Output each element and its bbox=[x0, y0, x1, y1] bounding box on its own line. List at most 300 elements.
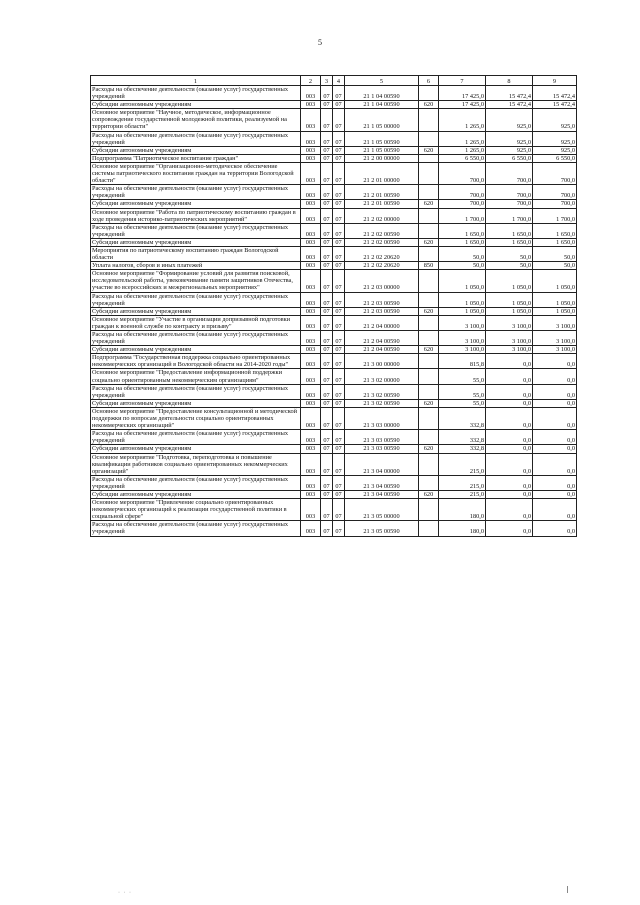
target-article-cell: 21 2 03 00590 bbox=[345, 292, 419, 307]
amount-year3-cell: 925,0 bbox=[533, 131, 577, 146]
header-cell: 9 bbox=[533, 76, 577, 86]
amount-year1-cell: 1 050,0 bbox=[439, 292, 486, 307]
subsection-cell: 07 bbox=[333, 109, 345, 131]
expense-type-cell bbox=[419, 315, 439, 330]
expense-type-cell bbox=[419, 331, 439, 346]
gov-code-cell: 003 bbox=[301, 262, 321, 270]
amount-year1-cell: 1 650,0 bbox=[439, 223, 486, 238]
budget-table bbox=[90, 75, 577, 537]
row-name-cell: Расходы на обеспечение деятельности (оказание услуг) государственных учреждений bbox=[91, 223, 301, 238]
row-name-cell: Субсидии автономным учреждениям bbox=[91, 490, 301, 498]
expense-type-cell bbox=[419, 154, 439, 162]
target-article-cell: 21 2 02 00590 bbox=[345, 223, 419, 238]
gov-code-cell: 003 bbox=[301, 453, 321, 475]
amount-year1-cell: 332,8 bbox=[439, 445, 486, 453]
table-row bbox=[91, 399, 577, 407]
amount-year3-cell: 0,0 bbox=[533, 453, 577, 475]
target-article-cell: 21 2 01 00000 bbox=[345, 162, 419, 184]
table-row bbox=[91, 331, 577, 346]
amount-year2-cell: 0,0 bbox=[486, 445, 533, 453]
gov-code-cell: 003 bbox=[301, 407, 321, 429]
amount-year1-cell: 55,0 bbox=[439, 384, 486, 399]
row-name-cell: Расходы на обеспечение деятельности (оказание услуг) государственных учреждений bbox=[91, 475, 301, 490]
gov-code-cell: 003 bbox=[301, 131, 321, 146]
section-cell: 07 bbox=[321, 131, 333, 146]
amount-year1-cell: 180,0 bbox=[439, 499, 486, 521]
amount-year1-cell: 1 050,0 bbox=[439, 270, 486, 292]
section-cell: 07 bbox=[321, 407, 333, 429]
target-article-cell: 21 2 02 00590 bbox=[345, 238, 419, 246]
row-name-cell: Расходы на обеспечение деятельности (оказание услуг) государственных учреждений bbox=[91, 384, 301, 399]
amount-year3-cell: 700,0 bbox=[533, 185, 577, 200]
amount-year3-cell: 0,0 bbox=[533, 354, 577, 369]
target-article-cell: 21 2 00 00000 bbox=[345, 154, 419, 162]
section-cell: 07 bbox=[321, 154, 333, 162]
expense-type-cell bbox=[419, 407, 439, 429]
section-cell: 07 bbox=[321, 399, 333, 407]
row-name-cell: Субсидии автономным учреждениям bbox=[91, 445, 301, 453]
amount-year2-cell: 15 472,4 bbox=[486, 86, 533, 101]
subsection-cell: 07 bbox=[333, 499, 345, 521]
table-row bbox=[91, 369, 577, 384]
amount-year2-cell: 50,0 bbox=[486, 262, 533, 270]
table-row bbox=[91, 154, 577, 162]
subsection-cell: 07 bbox=[333, 399, 345, 407]
amount-year3-cell: 1 700,0 bbox=[533, 208, 577, 223]
subsection-cell: 07 bbox=[333, 185, 345, 200]
gov-code-cell: 003 bbox=[301, 521, 321, 536]
table-row bbox=[91, 208, 577, 223]
amount-year2-cell: 700,0 bbox=[486, 200, 533, 208]
table-row bbox=[91, 270, 577, 292]
amount-year2-cell: 1 650,0 bbox=[486, 238, 533, 246]
amount-year3-cell: 15 472,4 bbox=[533, 101, 577, 109]
amount-year3-cell: 50,0 bbox=[533, 262, 577, 270]
amount-year2-cell: 1 050,0 bbox=[486, 270, 533, 292]
amount-year1-cell: 3 100,0 bbox=[439, 315, 486, 330]
amount-year1-cell: 332,8 bbox=[439, 407, 486, 429]
target-article-cell: 21 3 02 00000 bbox=[345, 369, 419, 384]
amount-year3-cell: 50,0 bbox=[533, 246, 577, 261]
expense-type-cell: 620 bbox=[419, 146, 439, 154]
amount-year2-cell: 700,0 bbox=[486, 162, 533, 184]
target-article-cell: 21 1 04 00590 bbox=[345, 86, 419, 101]
amount-year3-cell: 700,0 bbox=[533, 162, 577, 184]
gov-code-cell: 003 bbox=[301, 109, 321, 131]
section-cell: 07 bbox=[321, 101, 333, 109]
amount-year2-cell: 0,0 bbox=[486, 490, 533, 498]
expense-type-cell bbox=[419, 354, 439, 369]
target-article-cell: 21 2 01 00590 bbox=[345, 200, 419, 208]
amount-year1-cell: 1 265,0 bbox=[439, 109, 486, 131]
gov-code-cell: 003 bbox=[301, 307, 321, 315]
gov-code-cell: 003 bbox=[301, 270, 321, 292]
amount-year1-cell: 6 550,0 bbox=[439, 154, 486, 162]
gov-code-cell: 003 bbox=[301, 490, 321, 498]
header-cell: 1 bbox=[91, 76, 301, 86]
subsection-cell: 07 bbox=[333, 369, 345, 384]
header-cell: 4 bbox=[333, 76, 345, 86]
expense-type-cell bbox=[419, 208, 439, 223]
amount-year2-cell: 15 472,4 bbox=[486, 101, 533, 109]
target-article-cell: 21 2 03 00590 bbox=[345, 307, 419, 315]
table-row bbox=[91, 346, 577, 354]
gov-code-cell: 003 bbox=[301, 246, 321, 261]
section-cell: 07 bbox=[321, 185, 333, 200]
amount-year1-cell: 3 100,0 bbox=[439, 346, 486, 354]
expense-type-cell bbox=[419, 86, 439, 101]
section-cell: 07 bbox=[321, 315, 333, 330]
expense-type-cell bbox=[419, 223, 439, 238]
table-row bbox=[91, 86, 577, 101]
expense-type-cell bbox=[419, 369, 439, 384]
page-number: 5 bbox=[318, 38, 322, 47]
header-cell: 8 bbox=[486, 76, 533, 86]
amount-year2-cell: 1 700,0 bbox=[486, 208, 533, 223]
row-name-cell: Расходы на обеспечение деятельности (оказание услуг) государственных учреждений bbox=[91, 185, 301, 200]
expense-type-cell: 620 bbox=[419, 238, 439, 246]
subsection-cell: 07 bbox=[333, 521, 345, 536]
table-row bbox=[91, 407, 577, 429]
expense-type-cell bbox=[419, 109, 439, 131]
amount-year3-cell: 1 650,0 bbox=[533, 238, 577, 246]
amount-year3-cell: 1 050,0 bbox=[533, 270, 577, 292]
subsection-cell: 07 bbox=[333, 307, 345, 315]
target-article-cell: 21 2 04 00590 bbox=[345, 346, 419, 354]
gov-code-cell: 003 bbox=[301, 146, 321, 154]
amount-year1-cell: 1 265,0 bbox=[439, 131, 486, 146]
target-article-cell: 21 3 04 00000 bbox=[345, 453, 419, 475]
amount-year2-cell: 1 650,0 bbox=[486, 223, 533, 238]
amount-year3-cell: 0,0 bbox=[533, 407, 577, 429]
table-row bbox=[91, 262, 577, 270]
target-article-cell: 21 2 04 00000 bbox=[345, 315, 419, 330]
amount-year2-cell: 0,0 bbox=[486, 384, 533, 399]
gov-code-cell: 003 bbox=[301, 208, 321, 223]
section-cell: 07 bbox=[321, 246, 333, 261]
amount-year1-cell: 215,0 bbox=[439, 475, 486, 490]
target-article-cell: 21 1 05 00590 bbox=[345, 146, 419, 154]
expense-type-cell bbox=[419, 499, 439, 521]
gov-code-cell: 003 bbox=[301, 499, 321, 521]
expense-type-cell bbox=[419, 453, 439, 475]
gov-code-cell: 003 bbox=[301, 162, 321, 184]
row-name-cell: Субсидии автономным учреждениям bbox=[91, 307, 301, 315]
row-name-cell: Основное мероприятие "Научное, методическое, информационное сопровождение государственной молодежной политики, реализуемой на территории области" bbox=[91, 109, 301, 131]
table-row bbox=[91, 146, 577, 154]
target-article-cell: 21 1 05 00000 bbox=[345, 109, 419, 131]
gov-code-cell: 003 bbox=[301, 315, 321, 330]
expense-type-cell: 620 bbox=[419, 445, 439, 453]
subsection-cell: 07 bbox=[333, 453, 345, 475]
amount-year1-cell: 332,8 bbox=[439, 430, 486, 445]
table-row bbox=[91, 354, 577, 369]
table-row bbox=[91, 453, 577, 475]
subsection-cell: 07 bbox=[333, 223, 345, 238]
header-cell: 5 bbox=[345, 76, 419, 86]
subsection-cell: 07 bbox=[333, 407, 345, 429]
amount-year1-cell: 1 700,0 bbox=[439, 208, 486, 223]
target-article-cell: 21 2 02 20620 bbox=[345, 262, 419, 270]
amount-year2-cell: 0,0 bbox=[486, 521, 533, 536]
amount-year3-cell: 6 550,0 bbox=[533, 154, 577, 162]
target-article-cell: 21 3 02 00590 bbox=[345, 399, 419, 407]
amount-year1-cell: 17 425,0 bbox=[439, 86, 486, 101]
gov-code-cell: 003 bbox=[301, 430, 321, 445]
row-name-cell: Субсидии автономным учреждениям bbox=[91, 399, 301, 407]
section-cell: 07 bbox=[321, 521, 333, 536]
amount-year1-cell: 700,0 bbox=[439, 200, 486, 208]
subsection-cell: 07 bbox=[333, 270, 345, 292]
table-row bbox=[91, 475, 577, 490]
row-name-cell: Основное мероприятие "Предоставление консультационной и методической поддержки по вопросам деятельности социально ориентированных некоммерческих организаций" bbox=[91, 407, 301, 429]
expense-type-cell bbox=[419, 185, 439, 200]
amount-year3-cell: 0,0 bbox=[533, 384, 577, 399]
subsection-cell: 07 bbox=[333, 331, 345, 346]
subsection-cell: 07 bbox=[333, 445, 345, 453]
expense-type-cell bbox=[419, 521, 439, 536]
amount-year1-cell: 700,0 bbox=[439, 185, 486, 200]
amount-year3-cell: 1 050,0 bbox=[533, 292, 577, 307]
subsection-cell: 07 bbox=[333, 154, 345, 162]
subsection-cell: 07 bbox=[333, 292, 345, 307]
section-cell: 07 bbox=[321, 146, 333, 154]
header-cell: 3 bbox=[321, 76, 333, 86]
amount-year2-cell: 700,0 bbox=[486, 185, 533, 200]
section-cell: 07 bbox=[321, 445, 333, 453]
amount-year1-cell: 1 265,0 bbox=[439, 146, 486, 154]
table-row bbox=[91, 315, 577, 330]
scan-marks: · · · bbox=[118, 890, 132, 896]
target-article-cell: 21 2 01 00590 bbox=[345, 185, 419, 200]
table-row bbox=[91, 307, 577, 315]
subsection-cell: 07 bbox=[333, 346, 345, 354]
header-cell: 7 bbox=[439, 76, 486, 86]
amount-year3-cell: 0,0 bbox=[533, 499, 577, 521]
row-name-cell: Основное мероприятие "Формирование условий для развития поисковой, исследовательской работы, увековечивание памяти защитников Отечества, участие во всероссийских и межрегиональных мероприятиях" bbox=[91, 270, 301, 292]
amount-year1-cell: 3 100,0 bbox=[439, 331, 486, 346]
subsection-cell: 07 bbox=[333, 208, 345, 223]
table-row bbox=[91, 238, 577, 246]
section-cell: 07 bbox=[321, 109, 333, 131]
amount-year2-cell: 3 100,0 bbox=[486, 346, 533, 354]
row-name-cell: Основное мероприятие "Предоставление информационной поддержки социально ориентированным некоммерческим организациям" bbox=[91, 369, 301, 384]
subsection-cell: 07 bbox=[333, 131, 345, 146]
row-name-cell: Субсидии автономным учреждениям bbox=[91, 146, 301, 154]
target-article-cell: 21 3 04 00590 bbox=[345, 490, 419, 498]
subsection-cell: 07 bbox=[333, 101, 345, 109]
amount-year1-cell: 17 425,0 bbox=[439, 101, 486, 109]
amount-year3-cell: 3 100,0 bbox=[533, 346, 577, 354]
target-article-cell: 21 3 03 00590 bbox=[345, 430, 419, 445]
gov-code-cell: 003 bbox=[301, 384, 321, 399]
amount-year1-cell: 215,0 bbox=[439, 490, 486, 498]
row-name-cell: Основное мероприятие "Привлечение социально ориентированных некоммерческих организаций к реализации государственной политики в социальной сфере" bbox=[91, 499, 301, 521]
amount-year3-cell: 700,0 bbox=[533, 200, 577, 208]
row-name-cell: Расходы на обеспечение деятельности (оказание услуг) государственных учреждений bbox=[91, 86, 301, 101]
amount-year2-cell: 3 100,0 bbox=[486, 331, 533, 346]
gov-code-cell: 003 bbox=[301, 346, 321, 354]
section-cell: 07 bbox=[321, 369, 333, 384]
amount-year2-cell: 925,0 bbox=[486, 109, 533, 131]
row-name-cell: Основное мероприятие "Подготовка, переподготовка и повышение квалификации работников социально ориентированных некоммерческих организаций" bbox=[91, 453, 301, 475]
amount-year3-cell: 925,0 bbox=[533, 109, 577, 131]
subsection-cell: 07 bbox=[333, 162, 345, 184]
subsection-cell: 07 bbox=[333, 354, 345, 369]
table-row bbox=[91, 131, 577, 146]
amount-year3-cell: 0,0 bbox=[533, 445, 577, 453]
amount-year3-cell: 15 472,4 bbox=[533, 86, 577, 101]
row-name-cell: Субсидии автономным учреждениям bbox=[91, 101, 301, 109]
section-cell: 07 bbox=[321, 384, 333, 399]
section-cell: 07 bbox=[321, 346, 333, 354]
table-row bbox=[91, 162, 577, 184]
expense-type-cell bbox=[419, 162, 439, 184]
target-article-cell: 21 2 04 00590 bbox=[345, 331, 419, 346]
target-article-cell: 21 2 02 00000 bbox=[345, 208, 419, 223]
row-name-cell: Расходы на обеспечение деятельности (оказание услуг) государственных учреждений bbox=[91, 292, 301, 307]
amount-year1-cell: 50,0 bbox=[439, 262, 486, 270]
expense-type-cell: 620 bbox=[419, 307, 439, 315]
table-row bbox=[91, 292, 577, 307]
section-cell: 07 bbox=[321, 262, 333, 270]
amount-year2-cell: 0,0 bbox=[486, 354, 533, 369]
subsection-cell: 07 bbox=[333, 146, 345, 154]
amount-year1-cell: 55,0 bbox=[439, 399, 486, 407]
table-row bbox=[91, 430, 577, 445]
amount-year2-cell: 925,0 bbox=[486, 131, 533, 146]
amount-year1-cell: 700,0 bbox=[439, 162, 486, 184]
amount-year3-cell: 0,0 bbox=[533, 475, 577, 490]
amount-year1-cell: 50,0 bbox=[439, 246, 486, 261]
amount-year2-cell: 0,0 bbox=[486, 399, 533, 407]
section-cell: 07 bbox=[321, 208, 333, 223]
row-name-cell: Субсидии автономным учреждениям bbox=[91, 200, 301, 208]
amount-year3-cell: 0,0 bbox=[533, 490, 577, 498]
gov-code-cell: 003 bbox=[301, 445, 321, 453]
subsection-cell: 07 bbox=[333, 490, 345, 498]
table-row bbox=[91, 185, 577, 200]
expense-type-cell: 850 bbox=[419, 262, 439, 270]
amount-year2-cell: 0,0 bbox=[486, 499, 533, 521]
target-article-cell: 21 3 03 00590 bbox=[345, 445, 419, 453]
subsection-cell: 07 bbox=[333, 86, 345, 101]
subsection-cell: 07 bbox=[333, 475, 345, 490]
gov-code-cell: 003 bbox=[301, 154, 321, 162]
gov-code-cell: 003 bbox=[301, 238, 321, 246]
amount-year1-cell: 215,0 bbox=[439, 453, 486, 475]
row-name-cell: Расходы на обеспечение деятельности (оказание услуг) государственных учреждений bbox=[91, 131, 301, 146]
subsection-cell: 07 bbox=[333, 246, 345, 261]
gov-code-cell: 003 bbox=[301, 86, 321, 101]
row-name-cell: Субсидии автономным учреждениям bbox=[91, 238, 301, 246]
table-header-row bbox=[91, 76, 577, 86]
section-cell: 07 bbox=[321, 270, 333, 292]
gov-code-cell: 003 bbox=[301, 185, 321, 200]
target-article-cell: 21 3 00 00000 bbox=[345, 354, 419, 369]
subsection-cell: 07 bbox=[333, 315, 345, 330]
row-name-cell: Субсидии автономным учреждениям bbox=[91, 346, 301, 354]
amount-year3-cell: 1 050,0 bbox=[533, 307, 577, 315]
table-row bbox=[91, 384, 577, 399]
amount-year3-cell: 0,0 bbox=[533, 430, 577, 445]
header-cell: 2 bbox=[301, 76, 321, 86]
amount-year2-cell: 0,0 bbox=[486, 369, 533, 384]
row-name-cell: Мероприятия по патриотическому воспитанию граждан Вологодской области bbox=[91, 246, 301, 261]
table-row bbox=[91, 200, 577, 208]
gov-code-cell: 003 bbox=[301, 200, 321, 208]
section-cell: 07 bbox=[321, 453, 333, 475]
amount-year2-cell: 6 550,0 bbox=[486, 154, 533, 162]
amount-year2-cell: 0,0 bbox=[486, 430, 533, 445]
amount-year2-cell: 1 050,0 bbox=[486, 307, 533, 315]
header-cell: 6 bbox=[419, 76, 439, 86]
table-row bbox=[91, 490, 577, 498]
subsection-cell: 07 bbox=[333, 430, 345, 445]
section-cell: 07 bbox=[321, 490, 333, 498]
table-row bbox=[91, 499, 577, 521]
expense-type-cell bbox=[419, 292, 439, 307]
subsection-cell: 07 bbox=[333, 384, 345, 399]
subsection-cell: 07 bbox=[333, 262, 345, 270]
table-row bbox=[91, 109, 577, 131]
expense-type-cell: 620 bbox=[419, 346, 439, 354]
section-cell: 07 bbox=[321, 162, 333, 184]
section-cell: 07 bbox=[321, 430, 333, 445]
table-row bbox=[91, 223, 577, 238]
expense-type-cell bbox=[419, 131, 439, 146]
row-name-cell: Подпрограмма "Патриотическое воспитание граждан" bbox=[91, 154, 301, 162]
amount-year1-cell: 815,8 bbox=[439, 354, 486, 369]
gov-code-cell: 003 bbox=[301, 331, 321, 346]
amount-year3-cell: 0,0 bbox=[533, 369, 577, 384]
target-article-cell: 21 1 04 00590 bbox=[345, 101, 419, 109]
section-cell: 07 bbox=[321, 354, 333, 369]
expense-type-cell: 620 bbox=[419, 490, 439, 498]
expense-type-cell bbox=[419, 246, 439, 261]
row-name-cell: Основное мероприятие "Работа по патриотическому воспитанию граждан в ходе проведения историко-патриотических мероприятий" bbox=[91, 208, 301, 223]
amount-year3-cell: 925,0 bbox=[533, 146, 577, 154]
section-cell: 07 bbox=[321, 499, 333, 521]
section-cell: 07 bbox=[321, 86, 333, 101]
row-name-cell: Уплата налогов, сборов и иных платежей bbox=[91, 262, 301, 270]
expense-type-cell bbox=[419, 270, 439, 292]
amount-year1-cell: 1 050,0 bbox=[439, 307, 486, 315]
expense-type-cell: 620 bbox=[419, 399, 439, 407]
amount-year3-cell: 0,0 bbox=[533, 521, 577, 536]
subsection-cell: 07 bbox=[333, 238, 345, 246]
expense-type-cell: 620 bbox=[419, 200, 439, 208]
row-name-cell: Расходы на обеспечение деятельности (оказание услуг) государственных учреждений bbox=[91, 430, 301, 445]
expense-type-cell bbox=[419, 430, 439, 445]
target-article-cell: 21 3 05 00590 bbox=[345, 521, 419, 536]
gov-code-cell: 003 bbox=[301, 354, 321, 369]
subsection-cell: 07 bbox=[333, 200, 345, 208]
section-cell: 07 bbox=[321, 200, 333, 208]
amount-year1-cell: 180,0 bbox=[439, 521, 486, 536]
table-row bbox=[91, 521, 577, 536]
target-article-cell: 21 3 02 00590 bbox=[345, 384, 419, 399]
target-article-cell: 21 3 05 00000 bbox=[345, 499, 419, 521]
target-article-cell: 21 1 05 00590 bbox=[345, 131, 419, 146]
amount-year3-cell: 1 650,0 bbox=[533, 223, 577, 238]
amount-year2-cell: 0,0 bbox=[486, 407, 533, 429]
gov-code-cell: 003 bbox=[301, 399, 321, 407]
row-name-cell: Основное мероприятие "Участие в организации допризывной подготовки граждан к военной службе по контракту и призыву" bbox=[91, 315, 301, 330]
amount-year3-cell: 3 100,0 bbox=[533, 331, 577, 346]
section-cell: 07 bbox=[321, 331, 333, 346]
amount-year2-cell: 1 050,0 bbox=[486, 292, 533, 307]
